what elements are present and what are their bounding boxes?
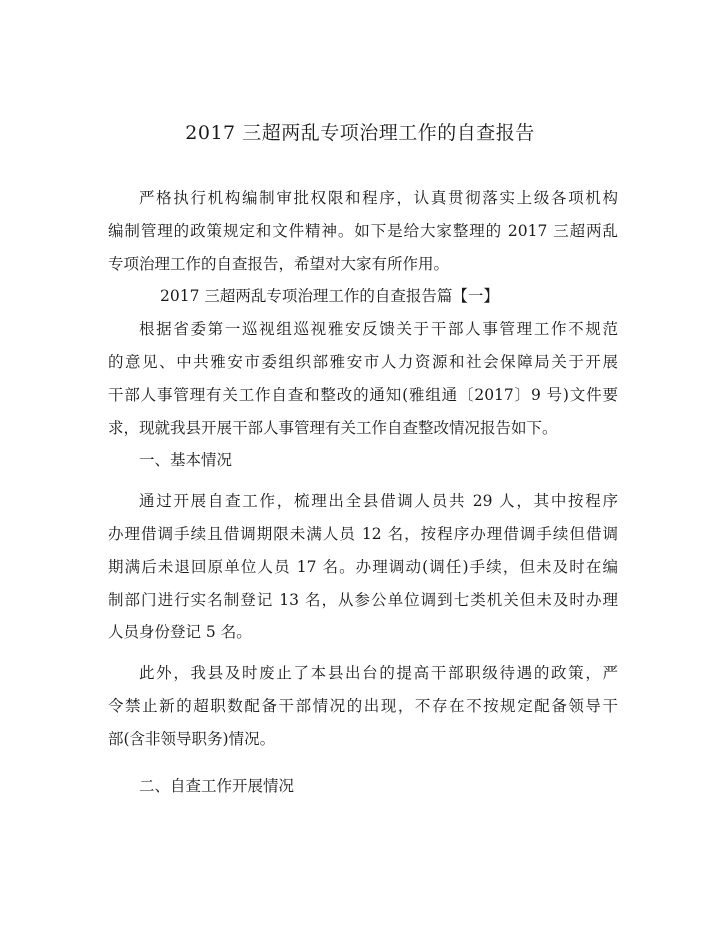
paragraph-line: 办理借调手续且借调期限未满人员 12 名，按程序办理借调手续但借调: [108, 524, 618, 543]
paragraph-line: 制部门进行实名制登记 13 名，从参公单位调到七类机关但未及时办理: [108, 590, 618, 609]
intro-line: 专项治理工作的自查报告，希望对大家有所作用。: [108, 254, 450, 273]
paragraph-line: 干部人事管理有关工作自查和整改的通知(雅组通〔2017〕9 号)文件要: [108, 385, 618, 404]
paragraph-line: 此外，我县及时废止了本县出台的提高干部职级待遇的政策，严: [139, 664, 618, 683]
paragraph-line: 通过开展自查工作，梳理出全县借调人员共 29 人，其中按程序: [139, 492, 618, 511]
paragraph-3: [108, 657, 618, 755]
heading-self-check-progress: 二、自查工作开展情况: [139, 776, 295, 795]
intro-paragraph: [108, 182, 618, 280]
paragraph-line: 期满后未退回原单位人员 17 名。办理调动(调任)手续，但未及时在编: [108, 557, 618, 576]
intro-line: 严格执行机构编制审批权限和程序，认真贯彻落实上级各项机构: [139, 189, 618, 207]
paragraph-line: 根据省委第一巡视组巡视雅安反馈关于干部人事管理工作不规范: [139, 320, 618, 339]
paragraph-line: 部(含非领导职务)情况。: [108, 729, 276, 748]
paragraph-2: [108, 485, 618, 649]
paragraph-line: 的意见、中共雅安市委组织部雅安市人力资源和社会保障局关于开展: [108, 352, 618, 371]
paragraph-line: 求，现就我县开展干部人事管理有关工作自查整改情况报告如下。: [108, 418, 558, 437]
paragraph-line: 人员身份登记 5 名。: [108, 623, 252, 642]
intro-line: 编制管理的政策规定和文件精神。如下是给大家整理的 2017 三超两乱: [108, 221, 618, 240]
document-body: [108, 182, 618, 802]
paragraph-1: [108, 313, 618, 444]
paragraph-line: 令禁止新的超职数配备干部情况的出现，不存在不按规定配备领导干: [108, 696, 618, 715]
heading-basic-situation: 一、基本情况: [139, 451, 233, 470]
section-subtitle: 2017 三超两乱专项治理工作的自查报告篇【一】: [160, 287, 499, 306]
document-title: 2017 三超两乱专项治理工作的自查报告: [185, 122, 535, 144]
